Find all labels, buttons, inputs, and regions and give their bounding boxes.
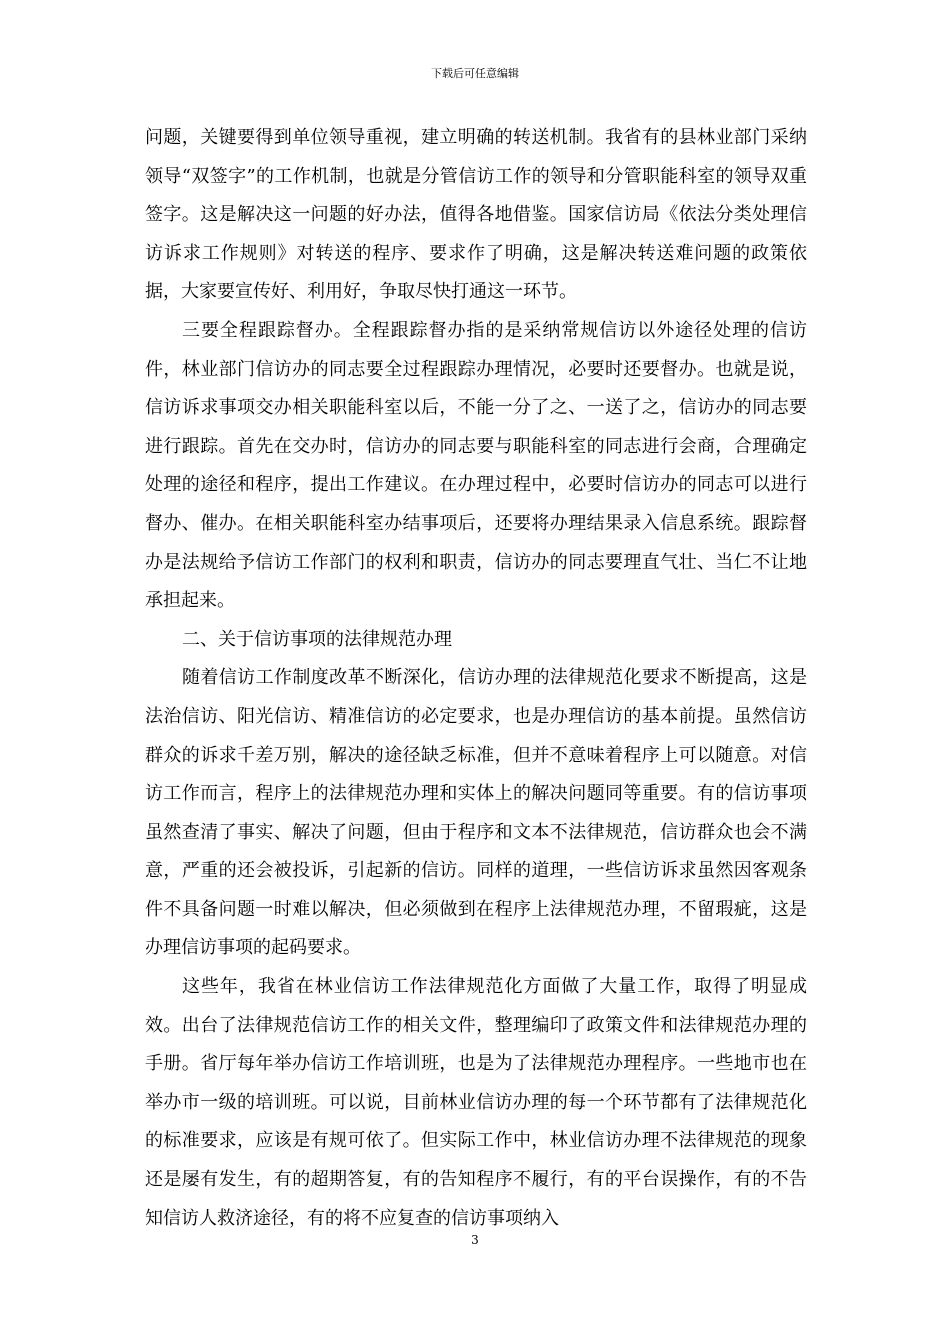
- section-heading: 二、关于信访事项的法律规范办理: [182, 628, 452, 650]
- paragraph-achievements: 这些年，我省在林业信访工作法律规范化方面做了大量工作，取得了明显成效。出台了法律规范信访工作的相关文件，整理编印了政策文件和法律规范办理的手册。省厅每年举办信访工作培训班，也是为了法律规范办理程序。一些地市也在举办市一级的培训班。可以说，目前林业信访办理的每一个环节都有了法律规范化的标准要求，应该是有规可依了。但实际工作中，林业信访办理不法律规范的现象还是屡有发生，有的超期答复，有的告知程序不履行，有的平台误操作，有的不告知信访人救济途径，有的将不应复查的信访事项纳入: [145, 976, 807, 1229]
- paragraph-supervision: 三要全程跟踪督办。全程跟踪督办指的是采纳常规信访以外途径处理的信访件，林业部门信访办的同志要全过程跟踪办理情况，必要时还要督办。也就是说，信访诉求事项交办相关职能科室以后，不能一分了之、一送了之，信访办的同志要进行跟踪。首先在交办时，信访办的同志要与职能科室的同志进行会商，合理确定处理的途径和程序，提出工作建议。在办理过程中，必要时信访办的同志可以进行督办、催办。在相关职能科室办结事项后，还要将办理结果录入信息系统。跟踪督办是法规给予信访工作部门的权利和职责，信访办的同志要理直气壮、当仁不让地承担起来。: [145, 319, 807, 612]
- paragraph-continuation: 问题，关键要得到单位领导重视，建立明确的转送机制。我省有的县林业部门采纳领导“双签字”的工作机制，也就是分管信访工作的领导和分管职能科室的领导双重签字。这是解决这一问题的好办法，值得各地借鉴。国家信访局《依法分类处理信访诉求工作规则》对转送的程序、要求作了明确，这是解决转送难问题的政策依据，大家要宣传好、利用好，争取尽快打通这一环节。: [145, 127, 807, 303]
- paragraph-legal-norms: 随着信访工作制度改革不断深化，信访办理的法律规范化要求不断提高，这是法治信访、阳光信访、精准信访的必定要求，也是办理信访的基本前提。虽然信访群众的诉求千差万别，解决的途径缺乏标准，但并不意味着程序上可以随意。对信访工作而言，程序上的法律规范办理和实体上的解决问题同等重要。有的信访事项虽然查清了事实、解决了问题，但由于程序和文本不法律规范，信访群众也会不满意，严重的还会被投诉，引起新的信访。同样的道理，一些信访诉求虽然因客观条件不具备问题一时难以解决，但必须做到在程序上法律规范办理，不留瑕疵，这是办理信访事项的起码要求。: [145, 667, 807, 959]
- page-header: 下载后可任意编辑: [431, 67, 519, 80]
- document-body: [145, 119, 807, 1238]
- page-number: 3: [471, 1233, 479, 1247]
